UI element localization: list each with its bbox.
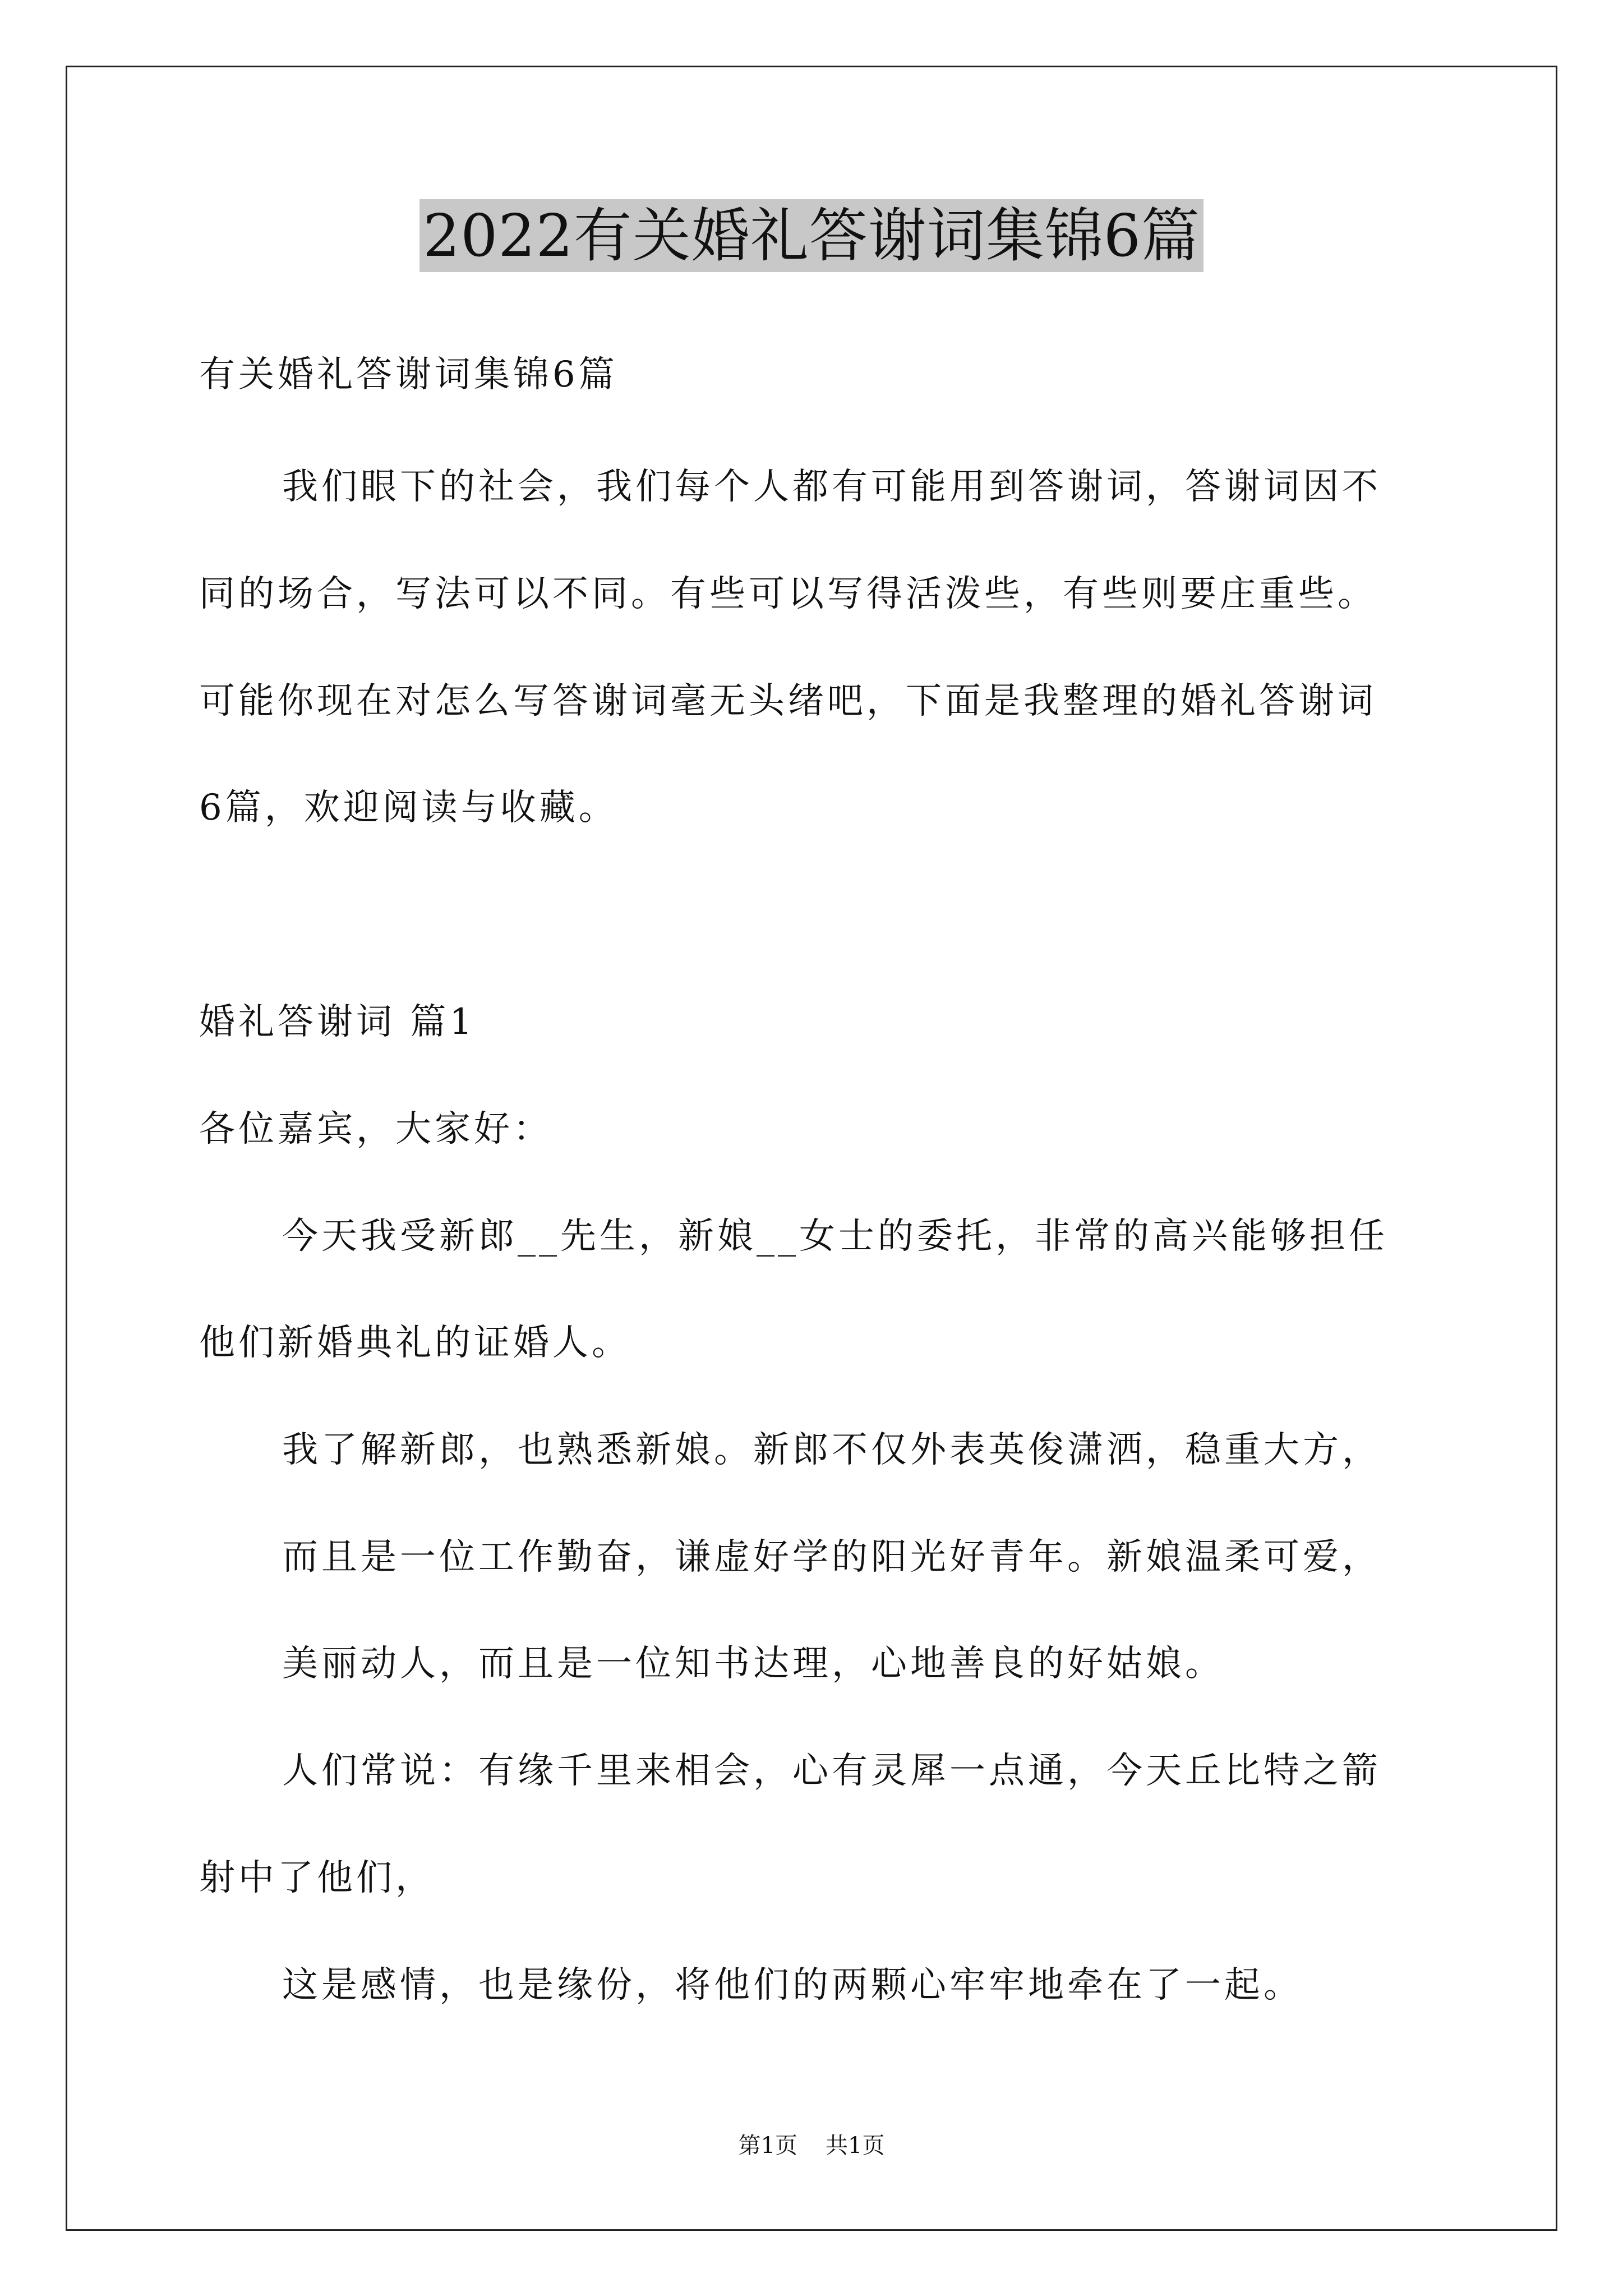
page-footer — [0, 2132, 1623, 2160]
title-container — [0, 199, 1623, 272]
paragraph-line: 人们常说：有缘千里来相会，心有灵犀一点通，今天丘比特之箭 — [282, 1750, 1381, 1792]
paragraph-line: 我们眼下的社会，我们每个人都有可能用到答谢词，答谢词因不 — [282, 466, 1381, 508]
paragraph-line: 他们新婚典礼的证婚人。 — [199, 1322, 631, 1364]
paragraph-line: 今天我受新郎__先生，新娘__女士的委托，非常的高兴能够担任 — [282, 1216, 1388, 1257]
paragraph-line: 我了解新郎，也熟悉新娘。新郎不仅外表英俊潇洒，稳重大方， — [282, 1429, 1381, 1471]
section-heading: 婚礼答谢词 篇1 — [199, 1001, 476, 1043]
subtitle-line: 有关婚礼答谢词集锦6篇 — [199, 354, 618, 395]
page-total: 共1页 — [826, 2133, 885, 2159]
paragraph-line: 可能你现在对怎么写答谢词毫无头绪吧，下面是我整理的婚礼答谢词 — [199, 680, 1377, 722]
document-title: 2022有关婚礼答谢词集锦6篇 — [419, 199, 1204, 272]
greeting-line: 各位嘉宾，大家好： — [199, 1108, 552, 1150]
paragraph-line: 6篇，欢迎阅读与收藏。 — [199, 787, 618, 829]
page-number: 第1页 — [738, 2133, 797, 2159]
paragraph-line: 射中了他们， — [199, 1857, 435, 1899]
paragraph-line: 美丽动人，而且是一位知书达理，心地善良的好姑娘。 — [282, 1643, 1224, 1685]
paragraph-line: 同的场合，写法可以不同。有些可以写得活泼些，有些则要庄重些。 — [199, 573, 1377, 615]
paragraph-line: 而且是一位工作勤奋，谦虚好学的阳光好青年。新娘温柔可爱， — [282, 1536, 1381, 1578]
paragraph-line: 这是感情，也是缘份，将他们的两颗心牢牢地牵在了一起。 — [282, 1964, 1303, 2006]
